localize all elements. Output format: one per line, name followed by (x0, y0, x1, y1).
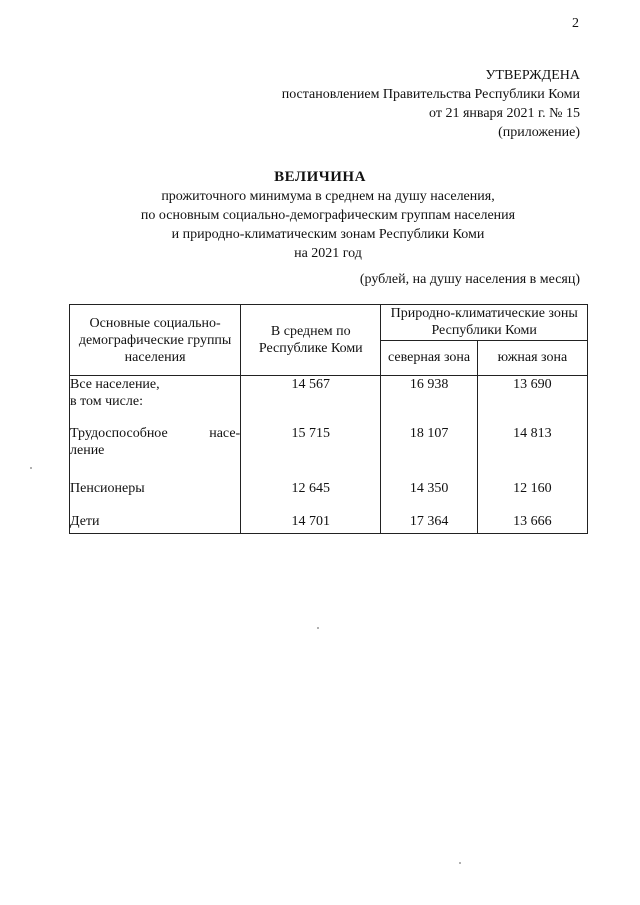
table-row (70, 425, 588, 480)
header-zones: Природно-климатические зоны Республики Коми (381, 305, 588, 341)
title-line-1: прожиточного минимума в среднем на душу населения, (161, 189, 495, 204)
south-value: 13 690 (477, 376, 587, 426)
approval-status: УТВЕРЖДЕНА (485, 68, 580, 83)
approval-block (282, 66, 580, 142)
table-row (70, 376, 588, 426)
approval-authority: постановлением Правительства Республики Коми (281, 87, 580, 102)
header-average: В среднем по Республике Коми (241, 305, 381, 376)
row-group-sublabel: в том числе: (70, 394, 143, 409)
page-number: 2 (572, 16, 579, 31)
header-groups: Основные социально-демографические группы населения (70, 305, 241, 376)
south-value: 14 813 (477, 425, 587, 480)
approval-date: от 21 января 2021 г. № 15 (429, 106, 580, 121)
title-heading: ВЕЛИЧИНА (274, 169, 366, 185)
header-north-zone: северная зона (381, 340, 477, 376)
row-group-label: Все население, (70, 377, 160, 392)
north-value: 18 107 (381, 425, 477, 480)
title-line-4: на 2021 год (294, 246, 362, 261)
north-value: 16 938 (381, 376, 477, 426)
scan-speck (30, 467, 32, 469)
average-value: 14 701 (241, 513, 381, 534)
row-group-cell (70, 376, 241, 426)
south-value: 12 160 (477, 480, 587, 513)
subsistence-minimum-table (69, 304, 588, 534)
row-group-label-continued: ление (70, 443, 105, 458)
row-group-label: Трудоспособное насе- (70, 426, 241, 441)
scan-speck (317, 627, 319, 629)
north-value: 17 364 (381, 513, 477, 534)
south-value: 13 666 (477, 513, 587, 534)
average-value: 14 567 (241, 376, 381, 426)
header-south-zone: южная зона (477, 340, 587, 376)
units-note: (рублей, на душу населения в месяц) (359, 272, 580, 287)
average-value: 15 715 (241, 425, 381, 480)
title-line-3: и природно-климатическим зонам Республики Коми (171, 227, 485, 242)
average-value: 12 645 (241, 480, 381, 513)
table-row (70, 480, 588, 513)
row-group-label: Пенсионеры (70, 480, 241, 513)
row-group-label: Дети (70, 513, 241, 534)
approval-attachment: (приложение) (498, 125, 580, 140)
table-row (70, 513, 588, 534)
row-group-cell (70, 425, 241, 480)
document-title (0, 168, 640, 263)
title-line-2: по основным социально-демографическим группам населения (140, 208, 516, 223)
north-value: 14 350 (381, 480, 477, 513)
scan-speck (459, 862, 461, 864)
